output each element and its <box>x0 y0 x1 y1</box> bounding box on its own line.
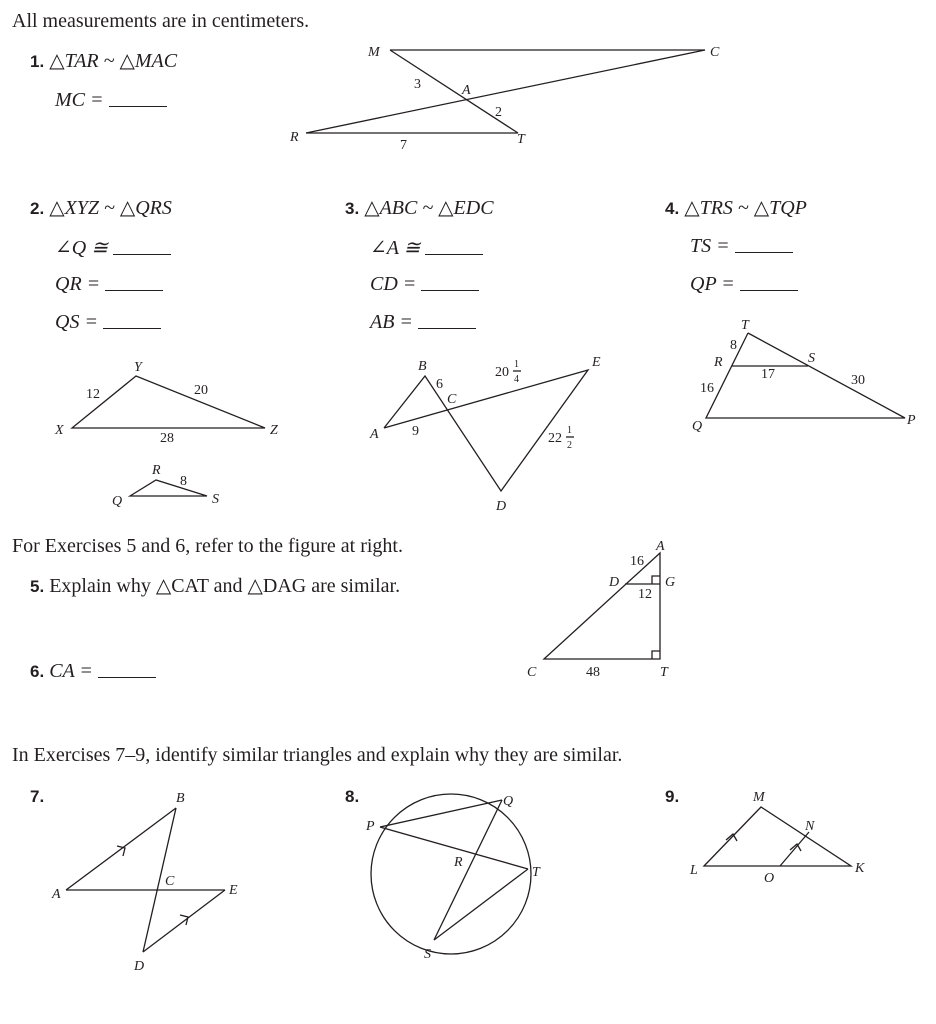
label-c: C <box>710 45 720 60</box>
fraction-denominator: 2 <box>567 440 572 451</box>
length-16: 16 <box>700 381 714 396</box>
length-9: 9 <box>412 424 419 439</box>
label-s: S <box>808 351 815 366</box>
length-2: 2 <box>495 105 502 120</box>
label-s: S <box>424 947 431 962</box>
exercise-4-statement: △TRS ~ △TQP <box>684 197 807 219</box>
exercise-5-number: 5. <box>30 577 45 596</box>
ts-label: TS = <box>690 235 730 257</box>
mc-label: MC = <box>55 89 104 111</box>
label-b: B <box>176 791 185 806</box>
label-m: M <box>753 790 765 805</box>
label-q: Q <box>112 494 123 509</box>
fraction-numerator: 1 <box>567 425 572 436</box>
figure-8 <box>365 794 541 962</box>
ab-label: AB = <box>370 311 413 333</box>
exercise-6-number: 6. <box>30 662 45 681</box>
exercise-3-number: 3. <box>345 199 360 218</box>
label-d: D <box>496 499 507 514</box>
label-r: R <box>152 463 161 478</box>
exercise-2-number: 2. <box>30 199 45 218</box>
length-8: 8 <box>180 474 187 489</box>
angle-a-label: ∠A ≅ <box>370 237 421 259</box>
label-t: T <box>741 318 749 333</box>
exercise-1-statement: △TAR ~ △MAC <box>49 50 178 72</box>
exercise-3-statement: △ABC ~ △EDC <box>364 197 494 219</box>
fraction-denominator: 4 <box>514 374 519 385</box>
exercise-5-6-intro: For Exercises 5 and 6, refer to the figure at right. <box>12 535 403 557</box>
label-p: P <box>366 819 375 834</box>
exercise-8-number: 8. <box>345 787 360 806</box>
label-s: S <box>212 492 219 507</box>
cd-label: CD = <box>370 273 417 295</box>
label-e: E <box>229 883 238 898</box>
label-b: B <box>418 359 427 374</box>
length-7: 7 <box>400 138 407 153</box>
label-n: N <box>805 819 815 834</box>
exercise-1-number: 1. <box>30 52 45 71</box>
label-c: C <box>447 392 457 407</box>
label-r: R <box>454 855 463 870</box>
length-16: 16 <box>630 554 644 569</box>
label-g: G <box>665 575 676 590</box>
label-q: Q <box>503 794 514 809</box>
label-q: Q <box>692 419 703 434</box>
label-p: P <box>907 413 916 428</box>
qs-label: QS = <box>55 311 98 333</box>
label-c: C <box>165 874 175 889</box>
label-o: O <box>764 871 775 886</box>
fraction-numerator: 1 <box>514 359 519 370</box>
length-6: 6 <box>436 377 443 392</box>
qr-label: QR = <box>55 273 101 295</box>
label-a: A <box>52 887 61 902</box>
length-48: 48 <box>586 665 600 680</box>
qp-label: QP = <box>690 273 735 295</box>
label-y: Y <box>134 360 142 375</box>
label-l: L <box>690 863 698 878</box>
exercise-2-statement: △XYZ ~ △QRS <box>49 197 172 219</box>
label-r: R <box>714 355 723 370</box>
exercise-4-number: 4. <box>665 199 680 218</box>
figure-5 <box>527 539 675 680</box>
length-3: 3 <box>414 77 421 92</box>
figure-1 <box>289 45 720 153</box>
label-m: M <box>368 45 380 60</box>
length-12: 12 <box>86 387 100 402</box>
label-k: K <box>855 861 865 876</box>
figure-2 <box>54 360 278 509</box>
label-a: A <box>370 427 379 442</box>
figure-9 <box>689 790 865 886</box>
exercise-7-9-intro: In Exercises 7–9, identify similar triangles and explain why they are similar. <box>12 744 623 766</box>
length-17: 17 <box>761 367 775 382</box>
label-e: E <box>592 355 601 370</box>
angle-q-label: ∠Q ≅ <box>55 237 108 259</box>
figure-3 <box>369 355 601 514</box>
ca-label: CA = <box>49 660 93 682</box>
exercise-5-text: Explain why △CAT and △DAG are similar. <box>49 575 401 597</box>
figure-4 <box>692 318 916 434</box>
label-t: T <box>517 132 525 147</box>
length-20: 20 <box>495 365 509 380</box>
length-8: 8 <box>730 338 737 353</box>
exercise-7-number: 7. <box>30 787 45 806</box>
length-20: 20 <box>194 383 208 398</box>
figure-7 <box>51 791 238 974</box>
label-d: D <box>134 959 145 974</box>
label-a: A <box>462 83 471 98</box>
label-d: D <box>609 575 620 590</box>
length-28: 28 <box>160 431 174 446</box>
label-z: Z <box>270 423 278 438</box>
exercise-9-number: 9. <box>665 787 680 806</box>
label-t: T <box>532 865 540 880</box>
label-t: T <box>660 665 668 680</box>
length-30: 30 <box>851 373 865 388</box>
length-12: 12 <box>638 587 652 602</box>
intro-text: All measurements are in centimeters. <box>12 10 310 32</box>
label-c: C <box>527 665 537 680</box>
label-x: X <box>55 423 64 438</box>
label-a: A <box>656 539 665 554</box>
label-r: R <box>290 130 299 145</box>
length-22: 22 <box>548 431 562 446</box>
